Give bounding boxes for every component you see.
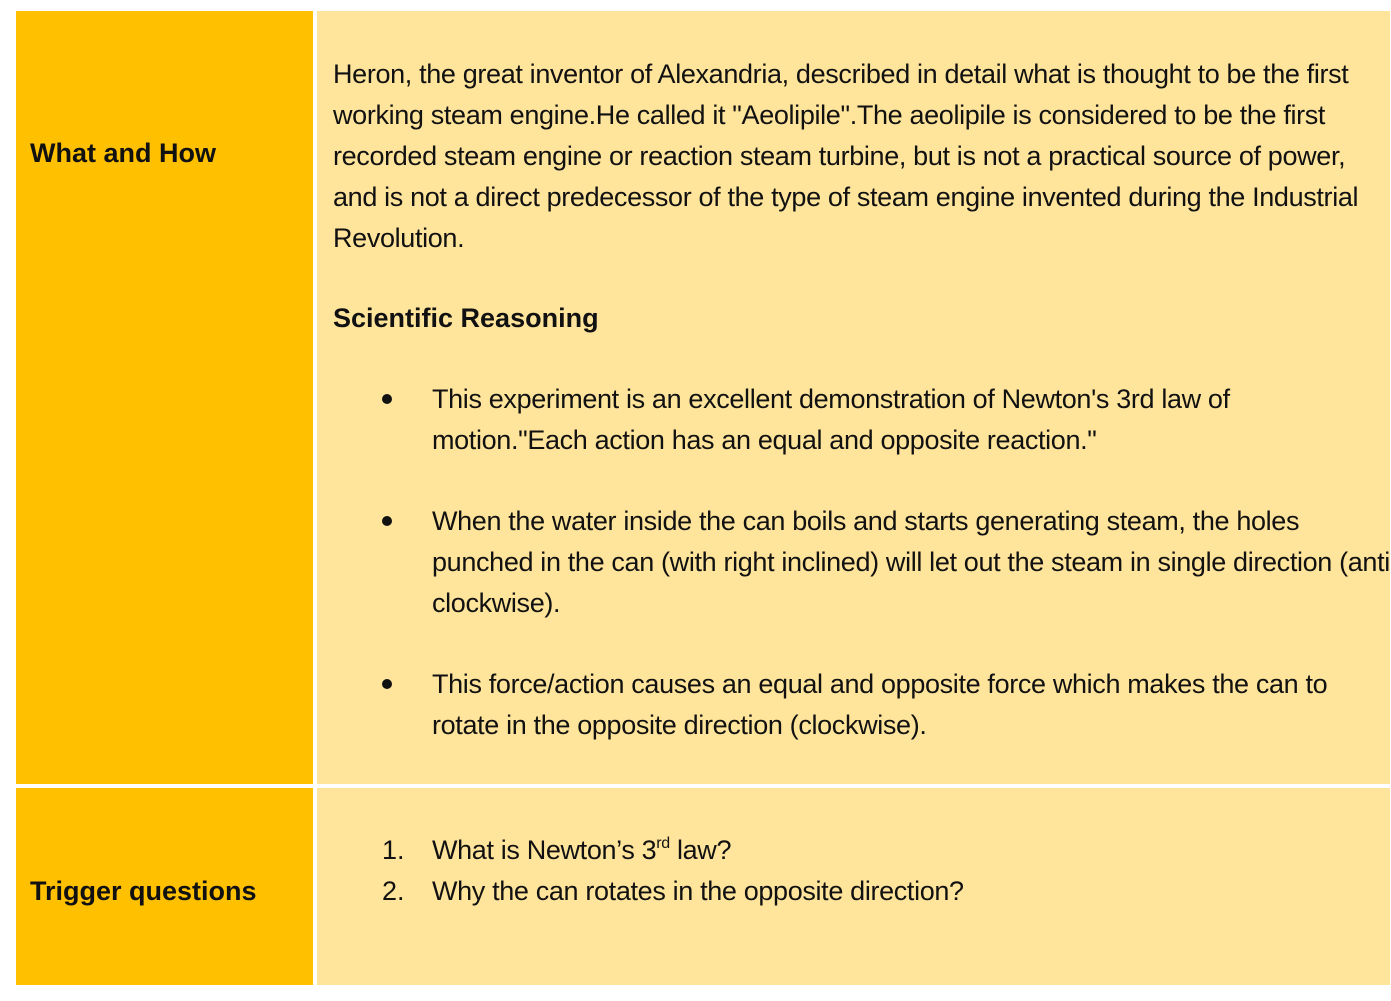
row-label-trigger-questions: Trigger questions	[30, 876, 257, 906]
question-item	[372, 830, 1272, 871]
row-label-cell-what-and-how	[16, 11, 313, 784]
bullet-text: This experiment is an excellent demonstration of Newton's 3rd law of motion."Each action has an equal and opposite reaction."	[432, 384, 1230, 455]
question-superscript: rd	[656, 835, 670, 852]
bullet-icon	[382, 516, 392, 526]
bullet-icon	[382, 679, 392, 689]
bullet-text: When the water inside the can boils and starts generating steam, the holes punched in the can (with right inclined) will let out the steam in single direction (anti clockwise).	[432, 506, 1390, 618]
question-number: 2.	[382, 876, 405, 906]
row-label-cell-trigger-questions	[16, 788, 313, 985]
question-item	[372, 871, 1272, 912]
intro-paragraph: Heron, the great inventor of Alexandria, described in detail what is thought to be the first working steam engine.He called it "Aeolipile".The aeolipile is considered to be the first recorded steam engine or reaction steam turbine, but is not a practical source of power, and is not a direct predecessor of the type of steam engine invented during the Industrial Revolution.	[333, 59, 1359, 253]
question-text: What is Newton’s 3rd law?	[432, 835, 732, 865]
row-content-cell-what-and-how	[317, 11, 1390, 784]
question-number: 1.	[382, 835, 405, 865]
bullet-text: This force/action causes an equal and opposite force which makes the can to rotate in the opposite direction (clockwise).	[432, 669, 1328, 740]
row-label-what-and-how: What and How	[30, 138, 216, 168]
row-content-cell-trigger-questions	[317, 788, 1390, 985]
question-text: Why the can rotates in the opposite direction?	[432, 876, 964, 906]
bullet-icon	[382, 394, 392, 404]
scientific-reasoning-heading: Scientific Reasoning	[333, 303, 599, 333]
